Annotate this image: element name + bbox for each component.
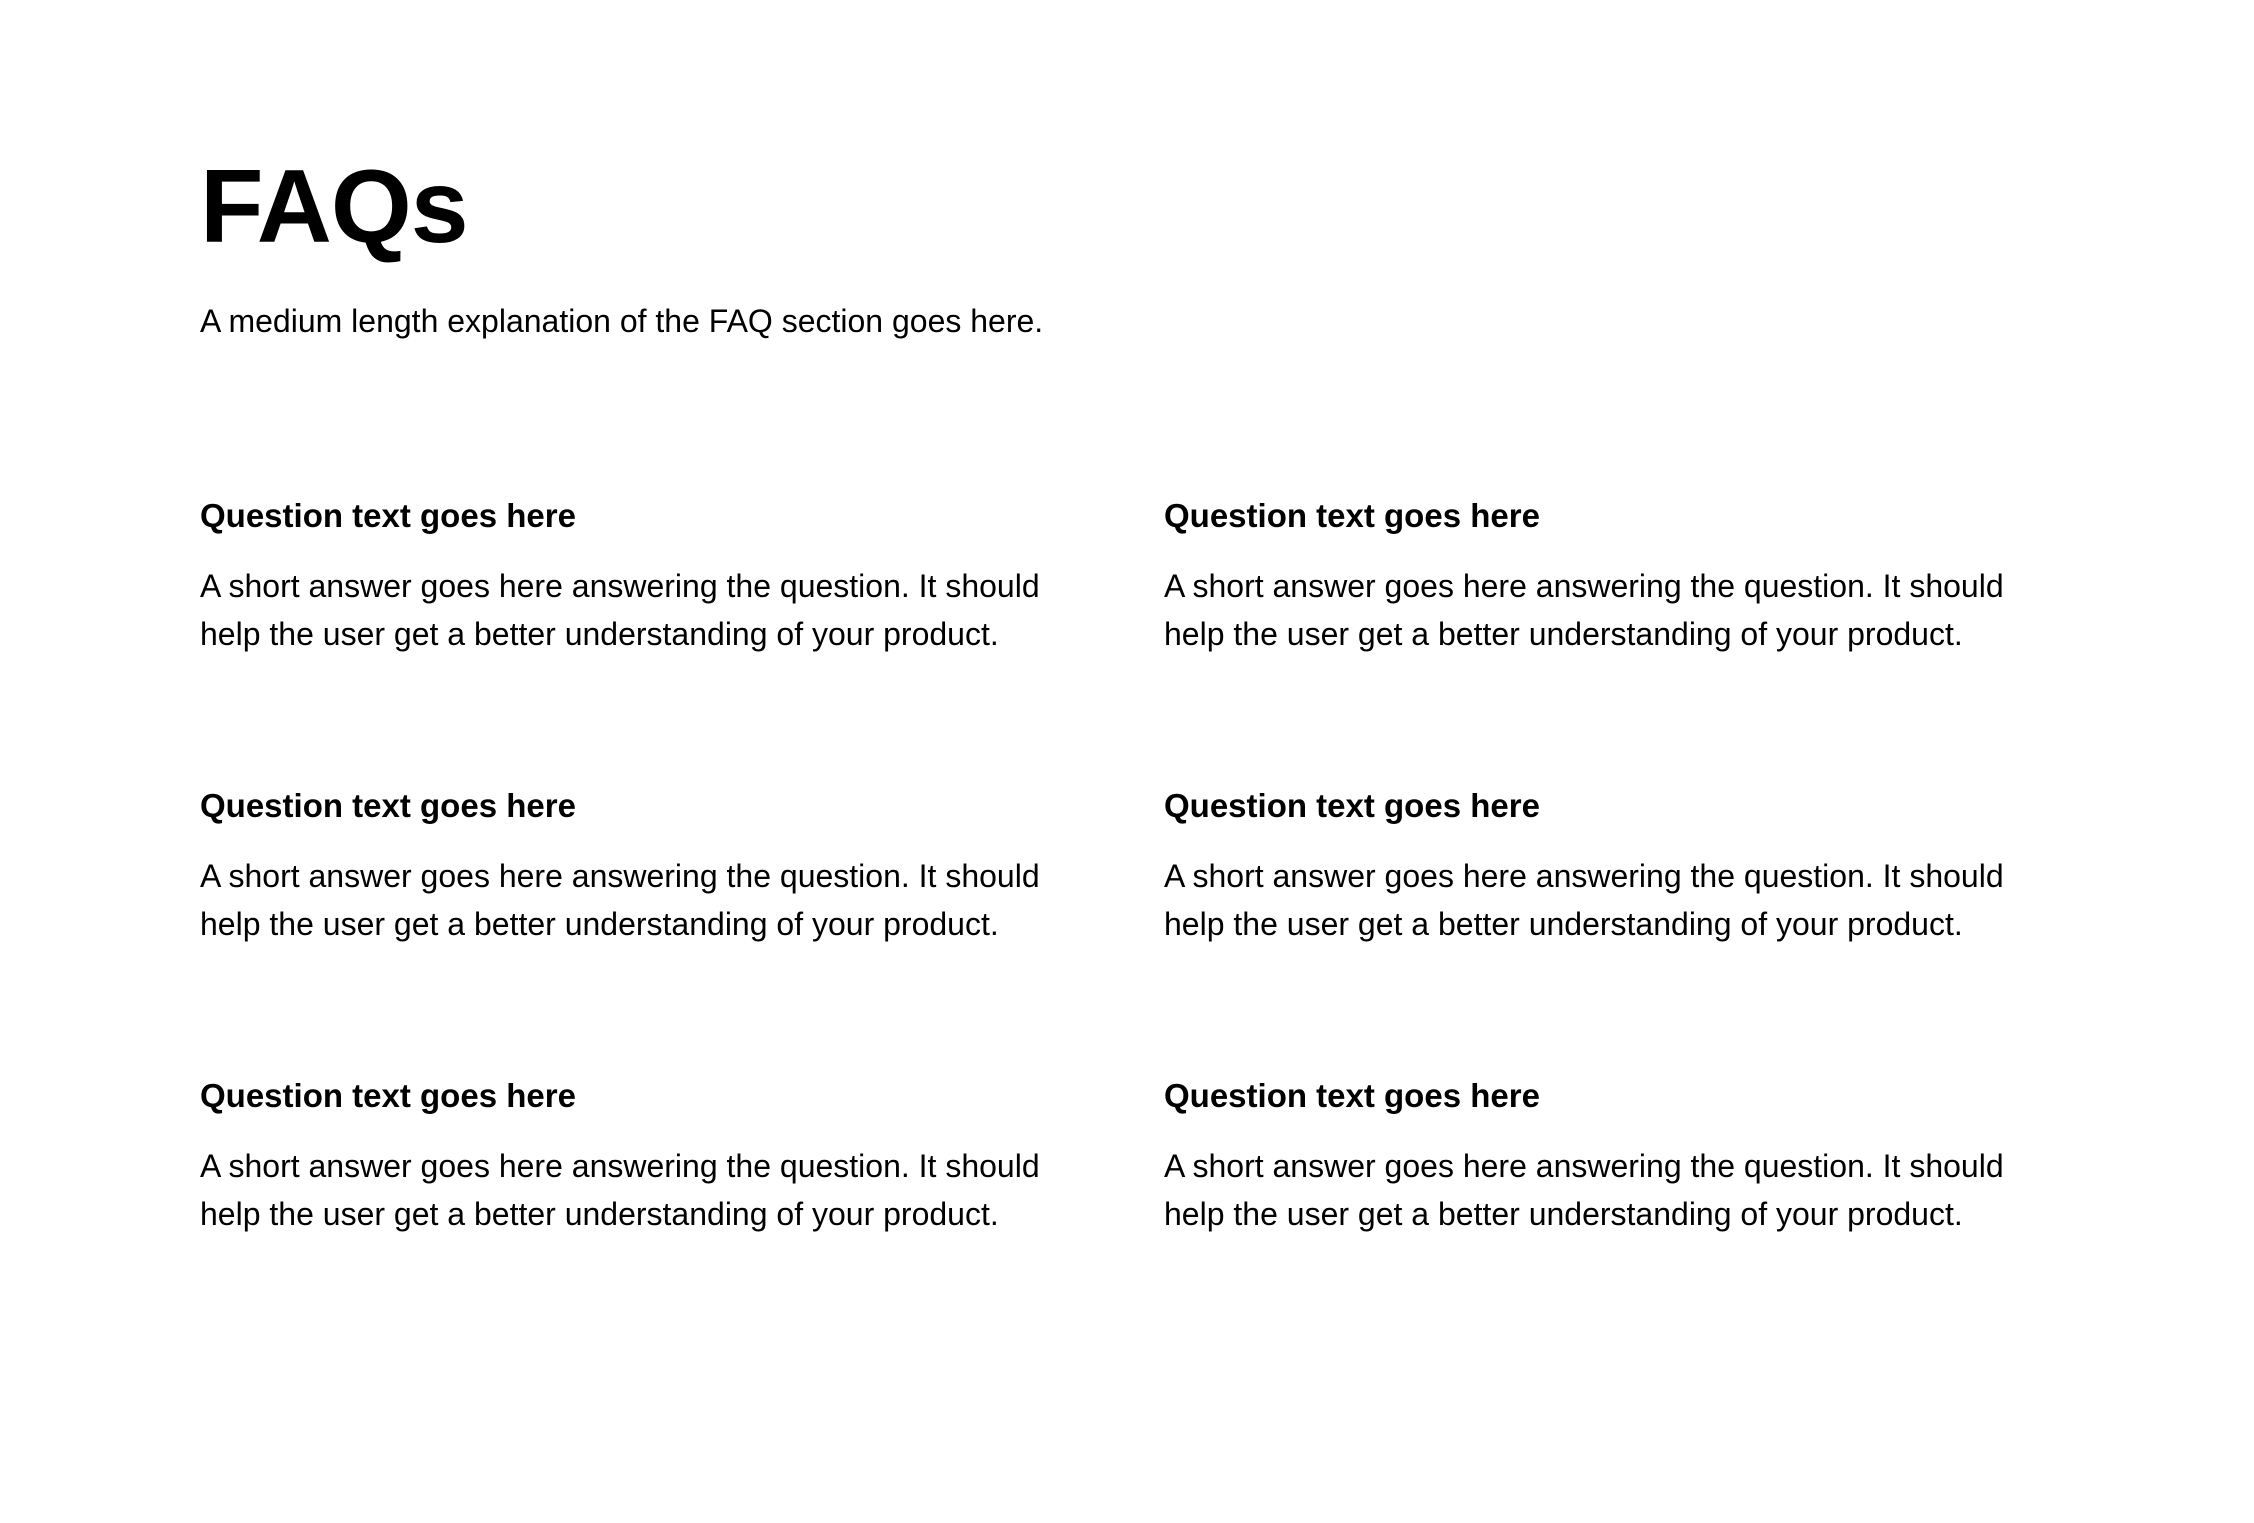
page-title: FAQs: [200, 149, 468, 265]
faq-question: Question text goes here: [200, 1077, 576, 1114]
faq-item: [200, 782, 1164, 998]
faq-question: Question text goes here: [1164, 787, 1540, 824]
page-subtitle: A medium length explanation of the FAQ section goes here.: [200, 303, 1044, 339]
faq-answer: A short answer goes here answering the question. It should help the user get a better understanding of your product.: [1164, 1148, 2004, 1232]
faq-header: [200, 149, 2100, 343]
faq-answer: A short answer goes here answering the question. It should help the user get a better understanding of your product.: [1164, 568, 2004, 652]
faq-question: Question text goes here: [200, 787, 576, 824]
faq-question: Question text goes here: [1164, 1077, 1540, 1114]
faq-answer: A short answer goes here answering the question. It should help the user get a better understanding of your product.: [200, 568, 1040, 652]
faq-question: Question text goes here: [1164, 497, 1540, 534]
faq-item: [1164, 1072, 2064, 1288]
faq-grid: [200, 492, 2080, 1288]
faq-item: [200, 1072, 1164, 1288]
faq-item: [200, 492, 1164, 708]
faq-answer: A short answer goes here answering the question. It should help the user get a better understanding of your product.: [1164, 858, 2004, 942]
faq-answer: A short answer goes here answering the question. It should help the user get a better understanding of your product.: [200, 858, 1040, 942]
faq-answer: A short answer goes here answering the question. It should help the user get a better understanding of your product.: [200, 1148, 1040, 1232]
faq-item: [1164, 492, 2064, 708]
faq-question: Question text goes here: [200, 497, 576, 534]
faq-item: [1164, 782, 2064, 998]
